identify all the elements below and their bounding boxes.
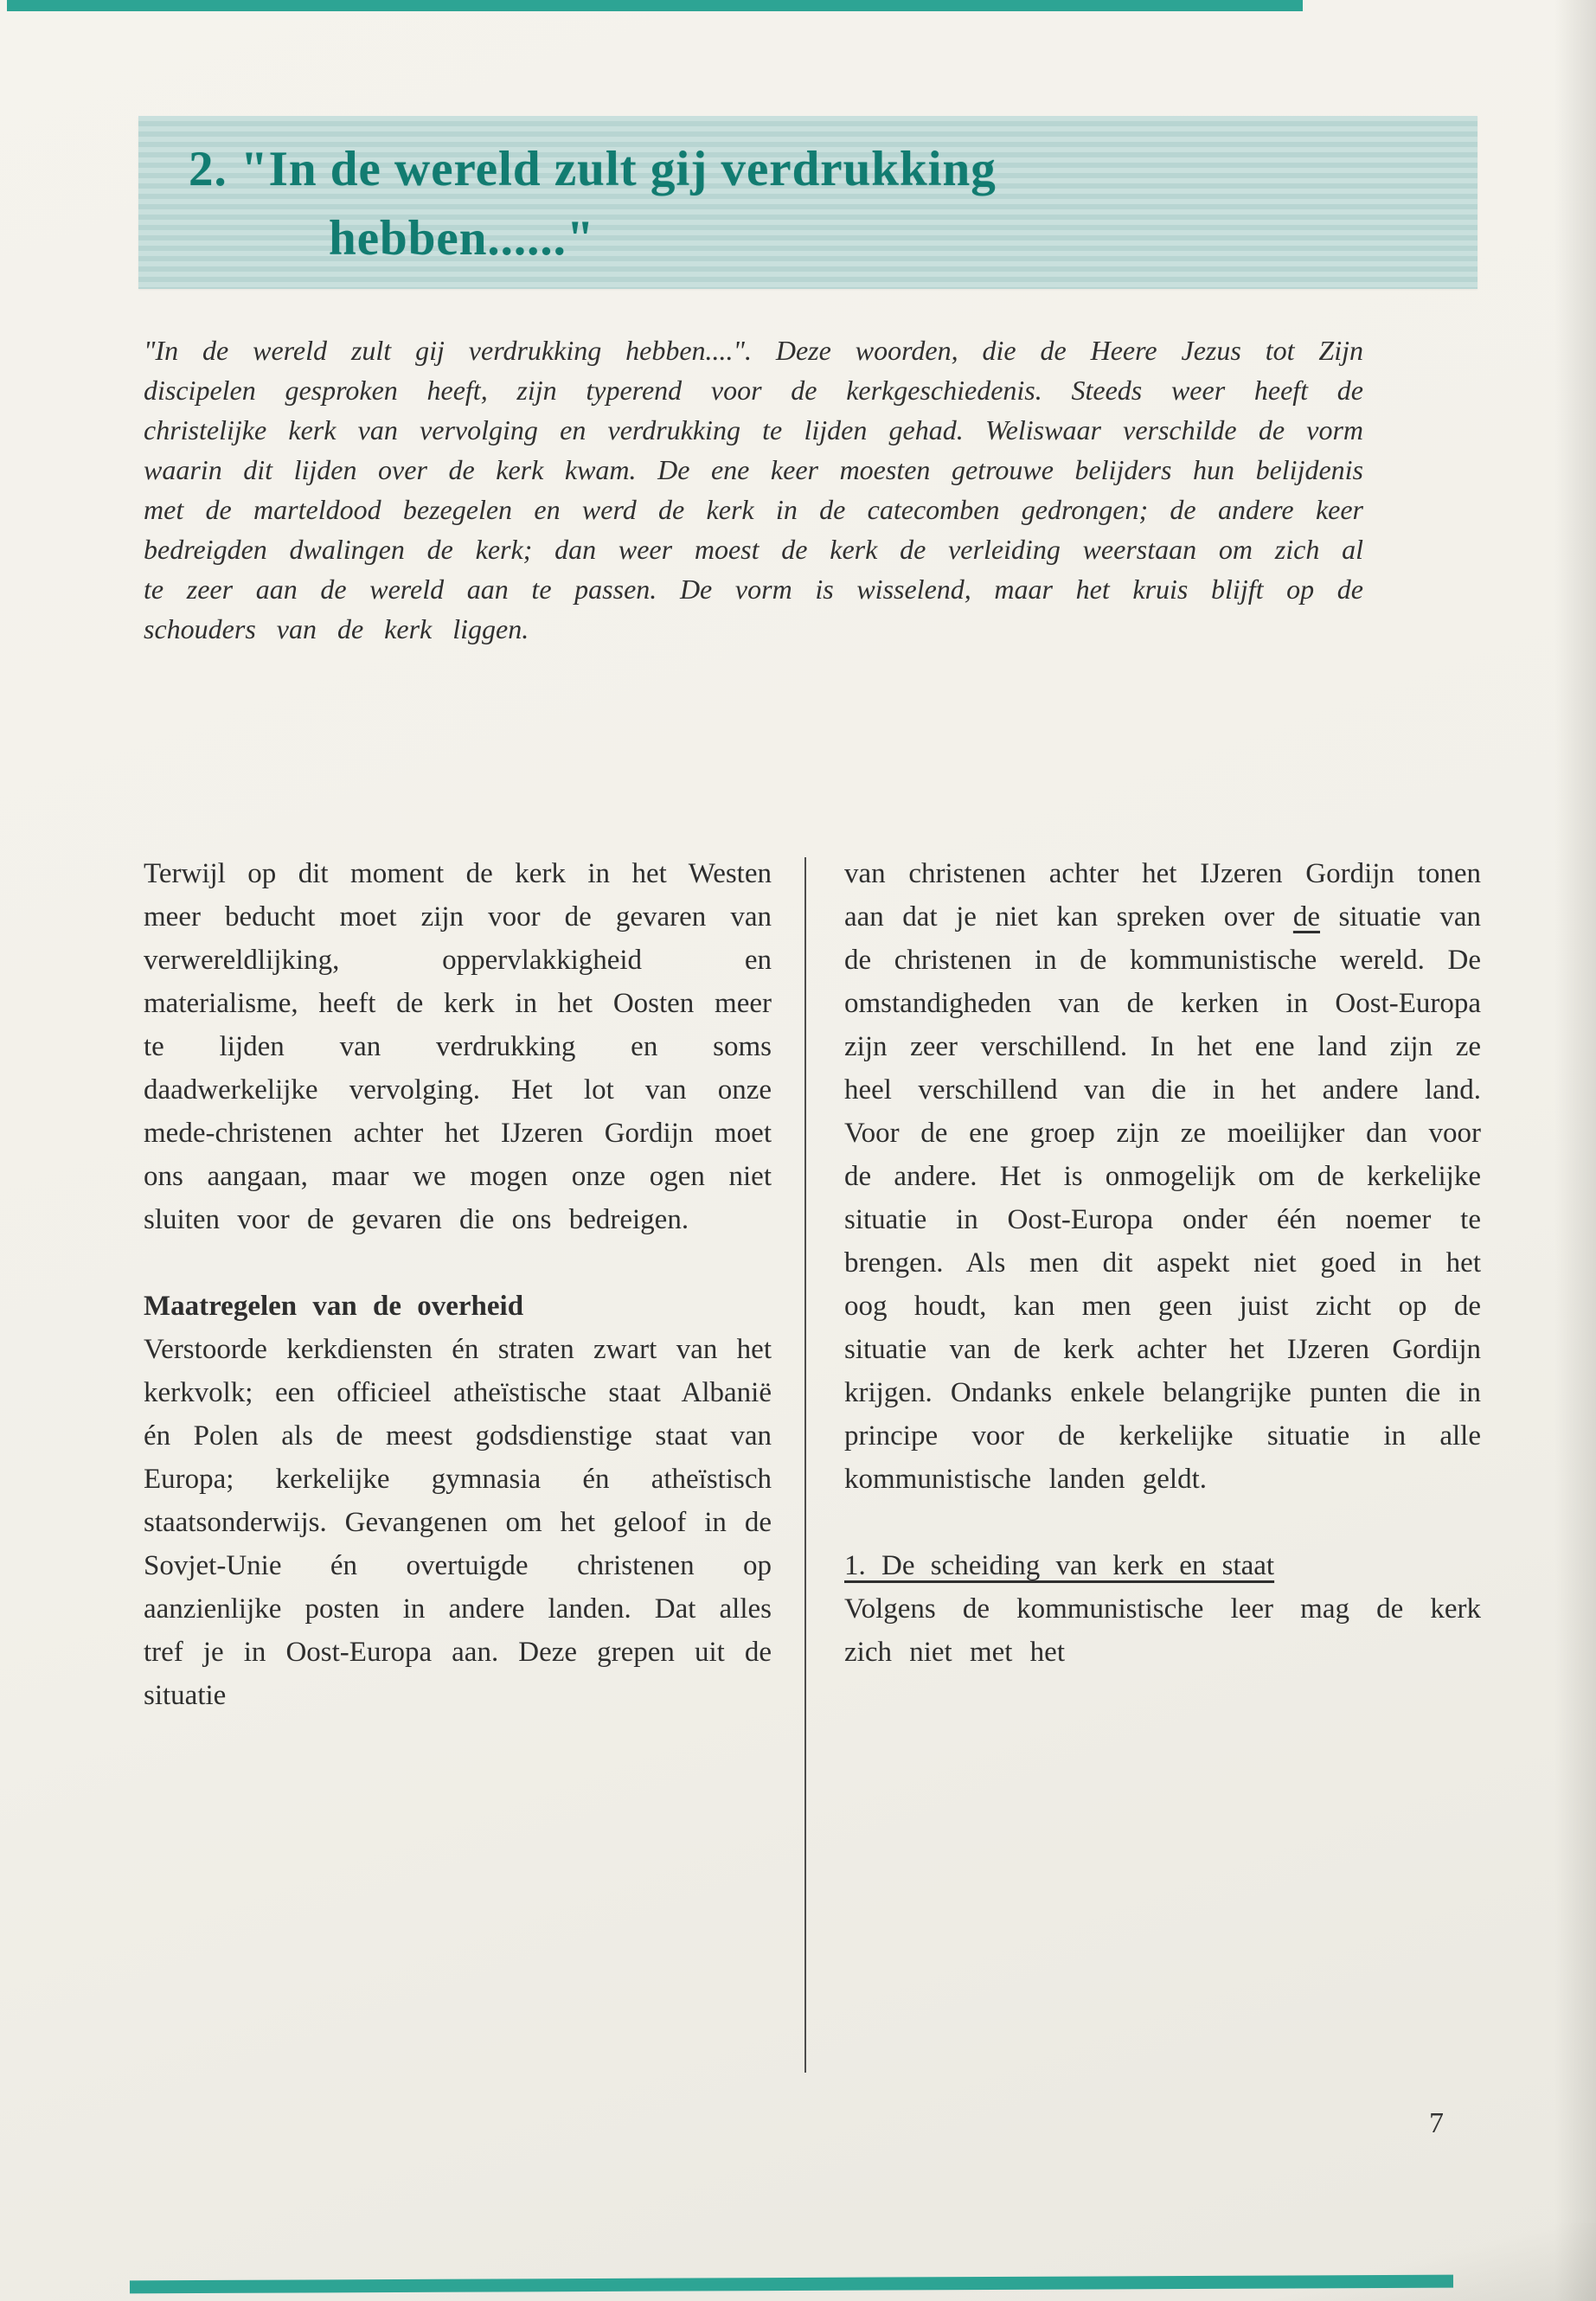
underlined-word: de [1292,901,1321,933]
page-top-border [7,0,1303,11]
paragraph-text: situatie van de christenen in de kommunistische wereld. De omstandigheden van de kerken in Oost-Europa zijn zeer verschillend. In het ene land zijn ze heel verschillend van die in het andere land. Voor de ene groep zijn ze moeilijker dan voor de andere. Het is onmogelijk om de kerkelijke situatie in Oost-Europa onder één noemer te brengen. Als men dit aspekt niet goed in het oog houdt, kan men geen juist zicht op de situatie van de kerk achter het IJzeren Gordijn krijgen. Ondanks enkele belangrijke punten die in principe voor de kerkelijke situatie in alle kommunistische landen geldt. [844,901,1481,1495]
intro-paragraph: "In de wereld zult gij verdrukking hebben....". Deze woorden, die de Heere Jezus tot Zijn discipelen gesproken heeft, zijn typerend voor de kerkgeschiedenis. Steeds weer heeft de christelijke kerk van vervolging en verdrukking te lijden gehad. Weliswaar verschilde de vorm waarin dit lijden over de kerk kwam. De ene keer moesten getrouwe belijders hun belijdenis met de marteldood bezegelen en werd de kerk in de catecomben gedrongen; de andere keer bedreigden dwalingen de kerk; dan weer moest de kerk de verleiding weerstaan om zich al te zeer aan de wereld aan te passen. De vorm is wisselend, maar het kruis blijft op de schouders van de kerk liggen. [144,335,1363,644]
section-heading-scheiding: 1. De scheiding van kerk en staat [844,1550,1275,1581]
two-column-body [144,852,1483,2073]
paragraph-text: van christenen achter het IJzeren Gordijn tonen aan dat je niet kan spreken over [844,858,1481,933]
column-divider [804,857,806,2073]
chapter-title-line2: hebben......" [329,211,595,266]
page-bottom-border [130,2275,1453,2294]
scan-edge-shadow-bottom [1146,2223,1596,2301]
left-column [144,852,772,2073]
page-number: 7 [1429,2107,1444,2139]
scan-edge-shadow-right [1554,0,1596,2301]
chapter-title [138,116,1477,273]
chapter-header-band [138,116,1477,289]
body-paragraph: Volgens de kommunistische leer mag de kerk zich niet met het [844,1593,1481,1668]
body-paragraph: Verstoorde kerkdiensten én straten zwart van het kerkvolk; een officieel atheïstische staat Albanië én Polen als de meest godsdienstige staat van Europa; kerkelijke gymnasia én atheïstisch staatsonderwijs. Gevangenen om het geloof in de Sovjet-Unie én overtuigde christenen op aanzienlijke posten in andere landen. Dat alles tref je in Oost-Europa aan. Deze grepen uit de situatie [144,1334,772,1711]
body-paragraph: Terwijl op dit moment de kerk in het Westen meer beducht moet zijn voor de gevaren van verwereldlijking, oppervlakkigheid en materialisme, heeft de kerk in het Oosten meer te lijden van verdrukking en soms daadwerkelijke vervolging. Het lot van onze mede-christenen achter het IJzeren Gordijn moet ons aangaan, maar we mogen onze ogen niet sluiten voor de gevaren die ons bedreigen. [144,858,772,1235]
body-paragraph [844,852,1481,1501]
chapter-title-line1: 2. "In de wereld zult gij verdrukking [189,142,997,196]
section-heading-maatregelen: Maatregelen van de overheid [144,1291,524,1322]
right-column [844,852,1481,2073]
